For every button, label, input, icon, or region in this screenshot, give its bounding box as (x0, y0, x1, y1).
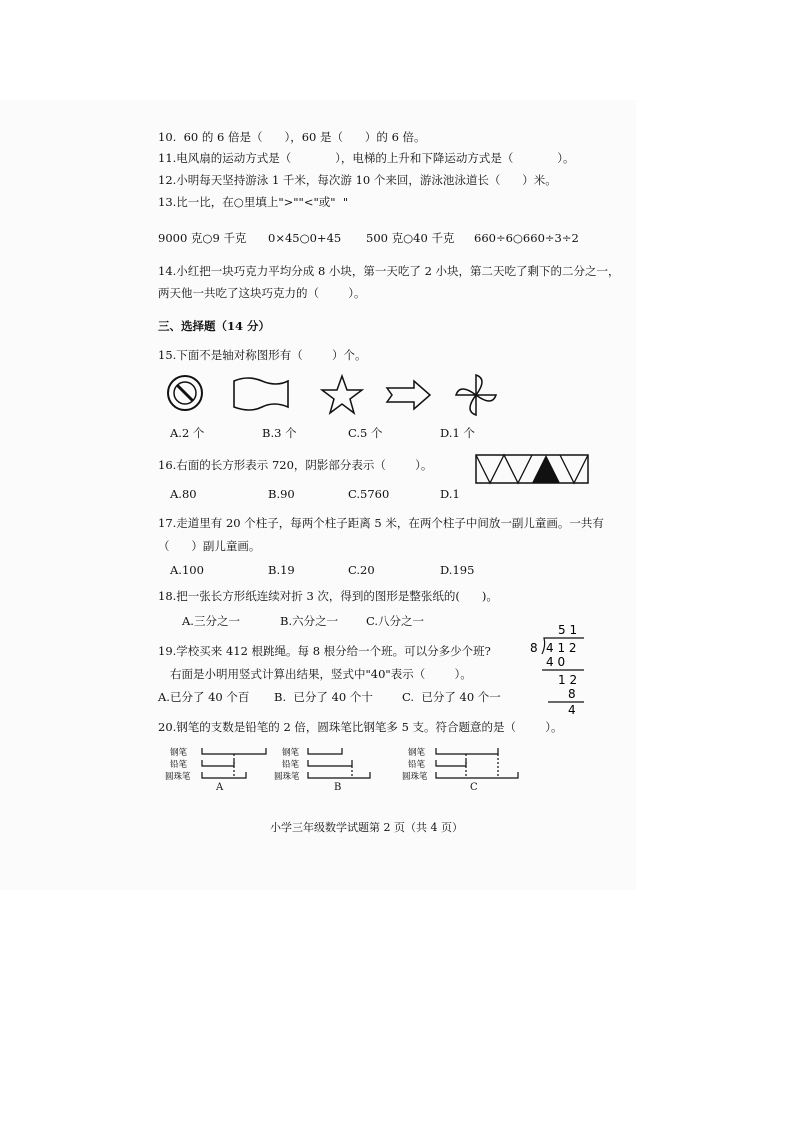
bar-diagram-a (165, 744, 280, 794)
q17-option-d: D.195 (440, 563, 475, 577)
page-footer: 小学三年级数学试题第 2 页（共 4 页） (270, 821, 463, 834)
q17-option-c: C.20 (348, 563, 375, 577)
label-pen: 钢笔 (282, 748, 300, 758)
division-step3: 8 (568, 687, 576, 701)
q15-option-a: A.2 个 (170, 426, 205, 440)
question-11: 11.电风扇的运动方式是（ ），电梯的上升和下降运动方式是（ ）。 (158, 151, 575, 165)
question-20: 20.钢笔的支数是铅笔的 2 倍，圆珠笔比钢笔多 5 支。符合题意的是（ ）。 (158, 720, 563, 734)
q15-option-c: C.5 个 (348, 426, 383, 440)
arrow-right-icon (384, 378, 434, 412)
division-quotient: 5 1 (558, 623, 578, 637)
label-pencil: 铅笔 (170, 760, 188, 770)
question-16: 16.右面的长方形表示 720，阴影部分表示（ ）。 (158, 458, 433, 472)
division-remainder: 4 (568, 703, 576, 717)
label-pen: 钢笔 (170, 748, 188, 758)
q18-option-a: A.三分之一 (182, 614, 240, 628)
division-step2: 1 2 (558, 673, 578, 687)
question-19-line1: 19.学校买来 412 根跳绳。每 8 根分给一个班。可以分多少个班? (158, 644, 491, 658)
long-division-diagram (524, 620, 594, 716)
question-17-line1: 17.走道里有 20 个柱子，每两个柱子距离 5 米，在两个柱子中间放一副儿童画。一共有 (158, 516, 604, 530)
question-12: 12.小明每天坚持游泳 1 千米，每次游 10 个来回，游泳池泳道长（ ）米。 (158, 173, 557, 187)
question-15: 15.下面不是轴对称图形有（ ）个。 (158, 348, 367, 362)
q20-option-b: B (334, 782, 342, 793)
flag-shape-icon (230, 373, 292, 415)
question-19-line2: 右面是小明用竖式计算出结果，竖式中"40"表示（ ）。 (170, 667, 472, 681)
q19-option-b: B. 已分了 40 个十 (274, 690, 373, 704)
division-step1: 4 0 (546, 655, 566, 669)
q16-option-b: B.90 (268, 487, 295, 501)
rectangle-triangles-diagram (474, 453, 592, 487)
q18-option-c: C.八分之一 (366, 614, 425, 628)
label-ballpoint: 圆珠笔 (274, 772, 300, 782)
q20-option-a: A (216, 782, 224, 793)
q13-item-2: 0×45○0+45 (268, 231, 342, 245)
label-pen: 钢笔 (408, 748, 426, 758)
label-ballpoint: 圆珠笔 (402, 772, 428, 782)
bar-diagram-c (402, 744, 522, 794)
question-10: 10. 60 的 6 倍是（ ），60 是（ ）的 6 倍。 (158, 130, 426, 144)
q13-item-4: 660÷6○660÷3÷2 (474, 231, 579, 245)
pinwheel-icon (452, 371, 500, 419)
q19-option-a: A.已分了 40 个百 (158, 690, 250, 704)
label-pencil: 铅笔 (408, 760, 426, 770)
q13-item-3: 500 克○40 千克 (366, 231, 455, 245)
q16-option-c: C.5760 (348, 487, 390, 501)
question-18: 18.把一张长方形纸连续对折 3 次，得到的图形是整张纸的( )。 (158, 589, 498, 603)
q16-option-a: A.80 (170, 487, 197, 501)
q15-option-b: B.3 个 (262, 426, 297, 440)
bar-diagram-b (272, 744, 382, 794)
section-3-heading: 三、选择题（14 分） (158, 319, 271, 333)
q18-option-b: B.六分之一 (280, 614, 339, 628)
q17-option-a: A.100 (170, 563, 204, 577)
q20-option-c: C (470, 782, 478, 793)
question-13: 13.比一比，在○里填上">""<"或" " (158, 195, 349, 209)
label-ballpoint: 圆珠笔 (165, 772, 191, 782)
no-entry-sign-icon (164, 373, 210, 413)
question-17-line2: （ ）副儿童画。 (158, 539, 261, 553)
q19-option-c: C. 已分了 40 个一 (402, 690, 501, 704)
q13-item-1: 9000 克○9 千克 (158, 231, 247, 245)
q17-option-b: B.19 (268, 563, 295, 577)
label-pencil: 铅笔 (282, 760, 300, 770)
question-14-line1: 14.小红把一块巧克力平均分成 8 小块，第一天吃了 2 小块，第二天吃了剩下的二分之一， (158, 264, 620, 278)
question-14-line2: 两天他一共吃了这块巧克力的（ ）。 (158, 286, 366, 300)
division-divisor: 8 (530, 641, 538, 655)
q15-option-d: D.1 个 (440, 426, 475, 440)
division-dividend: 4 1 2 (546, 641, 577, 655)
q16-option-d: D.1 (440, 487, 460, 501)
star-icon (318, 373, 366, 415)
